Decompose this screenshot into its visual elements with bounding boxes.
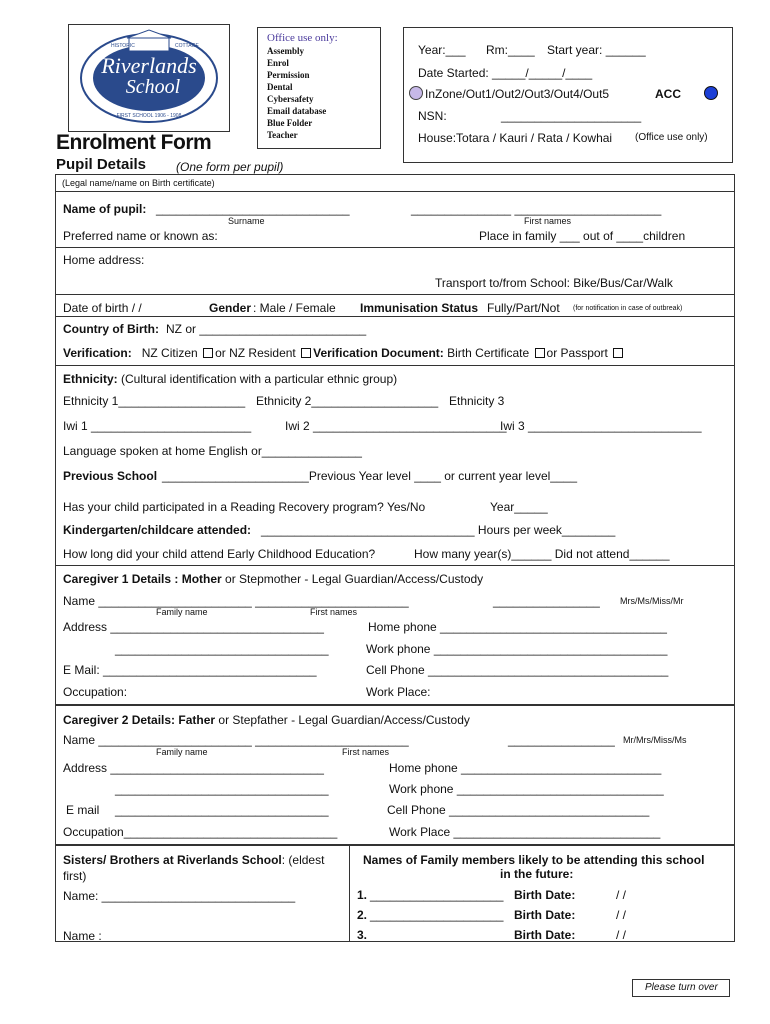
passport-checkbox[interactable] — [613, 348, 623, 358]
section-title-pupil: Pupil Details — [56, 156, 147, 173]
divider — [55, 294, 735, 295]
ethnicity-label: Ethnicity: — [63, 372, 118, 386]
caregiver-2-home-phone-field[interactable]: Home phone ______________________________ — [389, 761, 662, 775]
siblings-title: Sisters/ Brothers at Riverlands School — [63, 853, 282, 867]
caregiver-1-heading — [63, 572, 483, 586]
caregiver-2-title: Caregiver 2 Details: Father — [63, 713, 216, 727]
caregiver-1-cell-phone-field[interactable]: Cell Phone ____________________________________ — [366, 663, 669, 677]
office-item-blue-folder: Blue Folder — [267, 118, 313, 128]
previous-school-label: Previous School — [63, 469, 158, 483]
zone-indicator-left — [409, 86, 423, 100]
ethnicity-3-field[interactable]: Ethnicity 3 — [449, 394, 505, 408]
caregiver-2-first-names-caption: First names — [342, 747, 390, 757]
place-in-family-field[interactable]: Place in family ___ out of ____children — [479, 229, 686, 243]
nz-citizen-checkbox[interactable] — [203, 348, 213, 358]
pupil-firstname-field[interactable]: _______________ ______________________ — [411, 202, 662, 216]
caregiver-2-name-field[interactable]: Name _______________________ _______________________ — [63, 733, 409, 747]
siblings-note-2: first) — [63, 869, 87, 883]
office-item-enrol: Enrol — [267, 58, 289, 68]
office-item-dental: Dental — [267, 82, 293, 92]
passport-label: or Passport — [546, 346, 608, 360]
caregiver-1-name-field-3[interactable]: ________________ — [493, 594, 600, 608]
nz-citizen-label: NZ Citizen — [141, 346, 198, 360]
preferred-name-label[interactable]: Preferred name or known as: — [63, 229, 218, 243]
sibling-name-field-2[interactable]: Name : — [63, 929, 102, 943]
home-address-label[interactable]: Home address: — [63, 253, 145, 267]
office-item-cybersafety: Cybersafety — [267, 94, 314, 104]
country-field[interactable]: NZ or _________________________ — [166, 322, 367, 336]
office-use-title: Office use only: — [267, 32, 338, 44]
future-row-1-name-field[interactable]: ____________________ — [370, 888, 504, 902]
please-turn-over-text: Please turn over — [645, 982, 718, 993]
svg-text:FIRST SCHOOL 1906 - 1908: FIRST SCHOOL 1906 - 1908 — [116, 113, 182, 119]
office-item-permission: Permission — [267, 70, 310, 80]
language-field[interactable]: Language spoken at home English or_______________ — [63, 444, 362, 458]
zone-options[interactable]: InZone/Out1/Out2/Out3/Out4/Out5 — [425, 87, 610, 101]
caregiver-2-occupation-field[interactable]: Occupation________________________________ — [63, 825, 338, 839]
future-row-1-number: 1. — [357, 888, 368, 902]
divider — [55, 247, 735, 248]
nz-resident-checkbox[interactable] — [301, 348, 311, 358]
caregiver-1-email-field[interactable]: E Mail: ________________________________ — [63, 663, 317, 677]
caregiver-2-work-place-field[interactable]: Work Place _______________________________ — [389, 825, 661, 839]
gender-options[interactable]: : Male / Female — [253, 301, 336, 315]
siblings-note: : (eldest — [281, 853, 325, 867]
caregiver-1-address-field[interactable]: Address ________________________________ — [63, 620, 324, 634]
house-options[interactable]: House:Totara / Kauri / Rata / Kowhai — [418, 131, 613, 145]
school-logo — [69, 25, 229, 131]
caregiver-2-cell-phone-field[interactable]: Cell Phone ______________________________ — [387, 803, 650, 817]
room-field[interactable]: Rm:____ — [486, 43, 535, 57]
reading-recovery-year-field[interactable]: Year_____ — [490, 500, 548, 514]
caregiver-2-title-options[interactable]: Mr/Mrs/Miss/Ms — [623, 735, 687, 745]
kindergarten-field[interactable]: ________________________________ Hours per week________ — [261, 523, 616, 537]
caregiver-1-home-phone-field[interactable]: Home phone __________________________________ — [368, 620, 667, 634]
future-heading-2: in the future: — [500, 867, 574, 881]
year-field[interactable]: Year:___ — [418, 43, 466, 57]
pupil-name-label: Name of pupil: — [63, 202, 147, 216]
caregiver-1-occupation-field[interactable]: Occupation: — [63, 685, 128, 699]
caregiver-1-address-line-2[interactable]: ________________________________ — [115, 642, 329, 656]
immunisation-options[interactable]: Fully/Part/Not — [487, 301, 560, 315]
verification-label: Verification: — [63, 346, 132, 360]
caregiver-1-title: Caregiver 1 Details : Mother — [63, 572, 222, 586]
office-use-box — [257, 27, 381, 149]
acc-indicator — [704, 86, 718, 100]
future-row-2-name-field[interactable]: ____________________ — [370, 908, 504, 922]
transport-field[interactable]: Transport to/from School: Bike/Bus/Car/Walk — [435, 276, 673, 290]
caregiver-2-email-label: E mail — [66, 803, 100, 817]
ethnicity-1-field[interactable]: Ethnicity 1___________________ — [63, 394, 246, 408]
iwi-2-field[interactable]: Iwi 2 _____________________________ — [285, 419, 507, 433]
iwi-1-field[interactable]: Iwi 1 ________________________ — [63, 419, 252, 433]
date-started-field[interactable]: Date Started: _____/_____/____ — [418, 66, 593, 80]
gender-label: Gender — [209, 301, 252, 315]
caregiver-2-work-phone-field[interactable]: Work phone _______________________________ — [389, 782, 664, 796]
start-year-field[interactable]: Start year: ______ — [547, 43, 646, 57]
immunisation-label: Immunisation Status — [360, 301, 479, 315]
logo-frame — [68, 24, 230, 132]
ece-question[interactable]: How long did your child attend Early Childhood Education? — [63, 547, 376, 561]
subtitle-note: (One form per pupil) — [176, 160, 284, 174]
caregiver-2-address-line-2[interactable]: ________________________________ — [115, 782, 329, 796]
caregiver-1-work-phone-field[interactable]: Work phone ___________________________________ — [366, 642, 668, 656]
future-row-2-birth-label: Birth Date: — [514, 908, 576, 922]
nz-resident-label: or NZ Resident — [215, 346, 296, 360]
svg-text:School: School — [125, 76, 181, 98]
admin-box — [403, 27, 733, 163]
future-heading: Names of Family members likely to be attending this school — [363, 853, 705, 867]
kindergarten-label: Kindergarten/childcare attended: — [63, 523, 252, 537]
divider — [55, 365, 735, 366]
future-row-2-number: 2. — [357, 908, 368, 922]
svg-text:COTTAGE: COTTAGE — [175, 43, 199, 49]
office-item-assembly: Assembly — [267, 46, 305, 56]
divider — [55, 191, 735, 192]
birth-certificate-checkbox[interactable] — [535, 348, 545, 358]
ethnicity-note: (Cultural identification with a particular ethnic group) — [117, 372, 398, 386]
caregiver-1-title-options[interactable]: Mrs/Ms/Miss/Mr — [620, 596, 684, 606]
caregiver-2-email-field[interactable]: ________________________________ — [115, 803, 329, 817]
immunisation-note: (for notification in case of outbreak) — [573, 305, 683, 312]
legal-name-note: (Legal name/name on Birth certificate) — [62, 178, 215, 188]
future-row-3-number: 3. — [357, 928, 368, 942]
verification-row — [63, 346, 625, 360]
future-row-3-birth-label: Birth Date: — [514, 928, 576, 942]
iwi-3-field[interactable]: Iwi 3 __________________________ — [500, 419, 702, 433]
reading-recovery-field[interactable]: Has your child participated in a Reading Recovery program? Yes/No — [63, 500, 426, 514]
future-row-2-birth-field[interactable]: / / — [616, 908, 627, 922]
future-row-3-birth-field[interactable]: / / — [616, 928, 627, 942]
dob-field[interactable]: Date of birth / / — [63, 301, 142, 315]
ethnicity-2-field[interactable]: Ethnicity 2___________________ — [256, 394, 439, 408]
ethnicity-heading — [63, 372, 397, 386]
nsn-field[interactable]: _____________________ — [501, 109, 642, 123]
svg-text:HISTORIC: HISTORIC — [111, 43, 135, 49]
office-item-teacher: Teacher — [267, 130, 298, 140]
svg-text:Riverlands: Riverlands — [101, 53, 197, 78]
house-note: (Office use only) — [635, 132, 708, 143]
siblings-heading — [63, 853, 324, 867]
verification-document-label: Verification Document: — [313, 346, 444, 360]
caregiver-1-first-names-caption: First names — [310, 607, 358, 617]
page-title: Enrolment Form — [56, 131, 212, 154]
caregiver-1-name-field[interactable]: Name _______________________ _______________________ — [63, 594, 409, 608]
acc-label: ACC — [655, 87, 681, 101]
caregiver-1-work-place-field[interactable]: Work Place: — [366, 685, 431, 699]
caregiver-2-family-name-caption: Family name — [156, 747, 208, 757]
birth-certificate-label: Birth Certificate — [447, 346, 530, 360]
country-label: Country of Birth: — [63, 322, 159, 336]
surname-caption: Surname — [228, 216, 265, 226]
pupil-surname-field[interactable]: _____________________________ — [156, 202, 350, 216]
office-item-email-database: Email database — [267, 106, 327, 116]
previous-school-field[interactable]: ______________________Previous Year level ____ or current year level____ — [162, 469, 577, 483]
future-row-1-birth-label: Birth Date: — [514, 888, 576, 902]
first-names-caption: First names — [524, 216, 572, 226]
caregiver-2-address-field[interactable]: Address ________________________________ — [63, 761, 324, 775]
divider — [55, 316, 735, 317]
caregiver-1-family-name-caption: Family name — [156, 607, 208, 617]
future-row-1-birth-field[interactable]: / / — [616, 888, 627, 902]
sibling-name-field-1[interactable]: Name: _____________________________ — [63, 889, 296, 903]
nsn-label: NSN: — [418, 109, 447, 123]
caregiver-1-options[interactable]: or Stepmother - Legal Guardian/Access/Custody — [221, 572, 484, 586]
ece-years-field[interactable]: How many year(s)______ Did not attend______ — [414, 547, 670, 561]
caregiver-2-name-field-3[interactable]: ________________ — [508, 733, 615, 747]
family-divider — [349, 845, 350, 942]
caregiver-2-heading — [63, 713, 470, 727]
caregiver-2-options[interactable]: or Stepfather - Legal Guardian/Access/Custody — [215, 713, 470, 727]
please-turn-over-box — [632, 979, 730, 997]
caregiver-1-frame — [55, 565, 735, 705]
